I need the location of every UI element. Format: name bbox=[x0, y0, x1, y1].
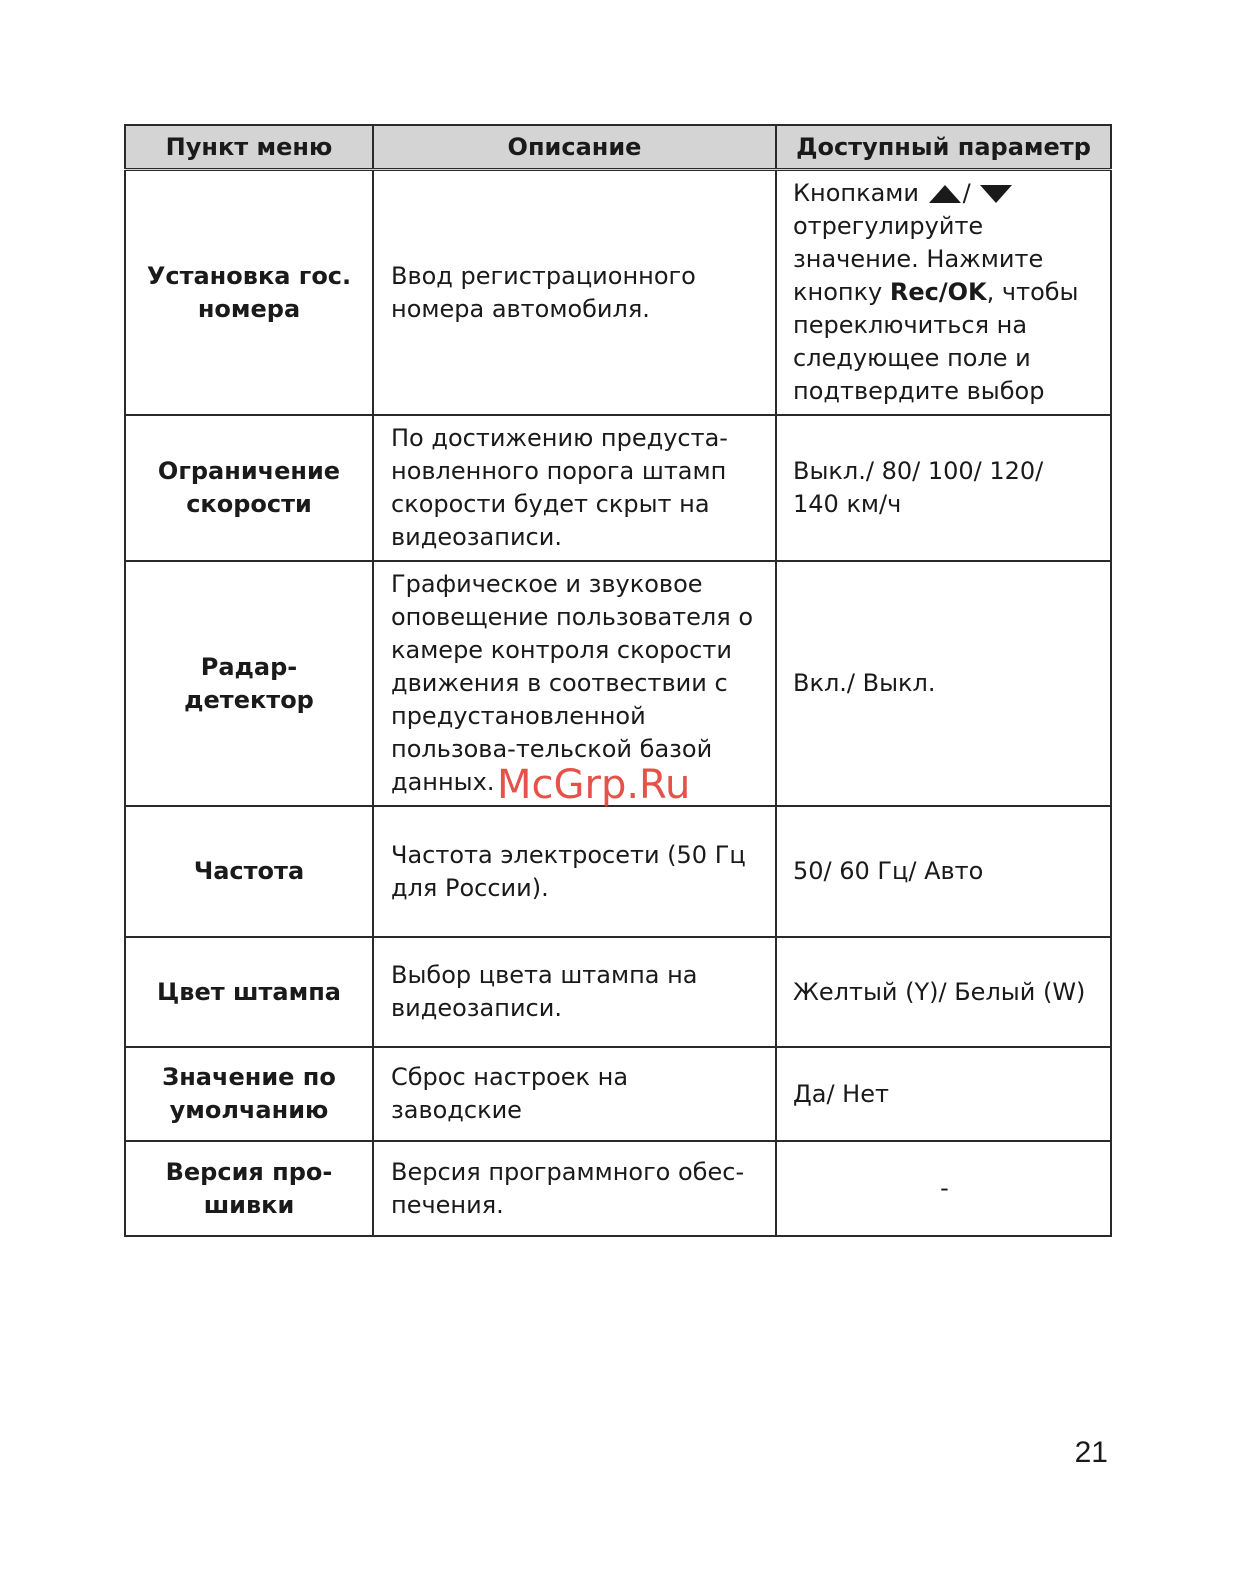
row-description-defaults: Сброс настроек на заводские bbox=[373, 1047, 776, 1141]
table-header-row bbox=[125, 125, 1111, 170]
row-parameter-defaults: Да/ Нет bbox=[776, 1047, 1111, 1141]
row-item-stamp-color: Цвет штампа bbox=[125, 937, 373, 1047]
rec-ok-button-label: Rec/OK bbox=[889, 278, 987, 306]
watermark: McGrp.Ru bbox=[497, 762, 691, 808]
row-parameter-plate bbox=[776, 170, 1111, 416]
row-description-firmware: Версия программного обес-печения. bbox=[373, 1141, 776, 1236]
header-menu-item: Пункт меню bbox=[125, 125, 373, 170]
table-row bbox=[125, 806, 1111, 937]
row-description-radar: Графическое и звуковое оповещение пользователя о камере контроля скорости движения в соотвествии с предустановленной пользова-тельской базой данных. bbox=[373, 561, 776, 806]
param-prefix: Кнопками bbox=[793, 179, 920, 207]
param-suffix: , чтобы переключиться на следующее поле и подтвердите выбор bbox=[793, 278, 1079, 405]
arrow-up-icon bbox=[929, 185, 961, 203]
row-description-stamp-color: Выбор цвета штампа на видеозаписи. bbox=[373, 937, 776, 1047]
row-item-firmware: Версия про-шивки bbox=[125, 1141, 373, 1236]
row-item-plate: Установка гос. номера bbox=[125, 170, 373, 416]
param-middle: отрегулируйте значение. Нажмите кнопку bbox=[793, 212, 1044, 306]
row-parameter-radar: Вкл./ Выкл. bbox=[776, 561, 1111, 806]
table-row bbox=[125, 937, 1111, 1047]
row-parameter-frequency: 50/ 60 Гц/ Авто bbox=[776, 806, 1111, 937]
row-parameter-speed-limit: Выкл./ 80/ 100/ 120/ 140 км/ч bbox=[776, 415, 1111, 561]
header-parameter: Доступный параметр bbox=[776, 125, 1111, 170]
param-separator: / bbox=[962, 179, 971, 207]
row-parameter-stamp-color: Желтый (Y)/ Белый (W) bbox=[776, 937, 1111, 1047]
row-description-plate: Ввод регистрационного номера автомобиля. bbox=[373, 170, 776, 416]
row-item-frequency: Частота bbox=[125, 806, 373, 937]
row-description-speed-limit: По достижению предуста-новленного порога штамп скорости будет скрыт на видеозаписи. bbox=[373, 415, 776, 561]
table-row bbox=[125, 1141, 1111, 1236]
page-number: 21 bbox=[1074, 1436, 1108, 1469]
table-row bbox=[125, 1047, 1111, 1141]
row-item-speed-limit: Ограничение скорости bbox=[125, 415, 373, 561]
arrow-down-icon bbox=[980, 185, 1012, 203]
row-item-defaults: Значение по умолчанию bbox=[125, 1047, 373, 1141]
row-parameter-firmware: - bbox=[776, 1141, 1111, 1236]
table-row bbox=[125, 415, 1111, 561]
row-description-frequency: Частота электросети (50 Гц для России). bbox=[373, 806, 776, 937]
header-description: Описание bbox=[373, 125, 776, 170]
menu-settings-table bbox=[124, 124, 1112, 1237]
row-item-radar: Радар-детектор bbox=[125, 561, 373, 806]
table-row bbox=[125, 170, 1111, 416]
